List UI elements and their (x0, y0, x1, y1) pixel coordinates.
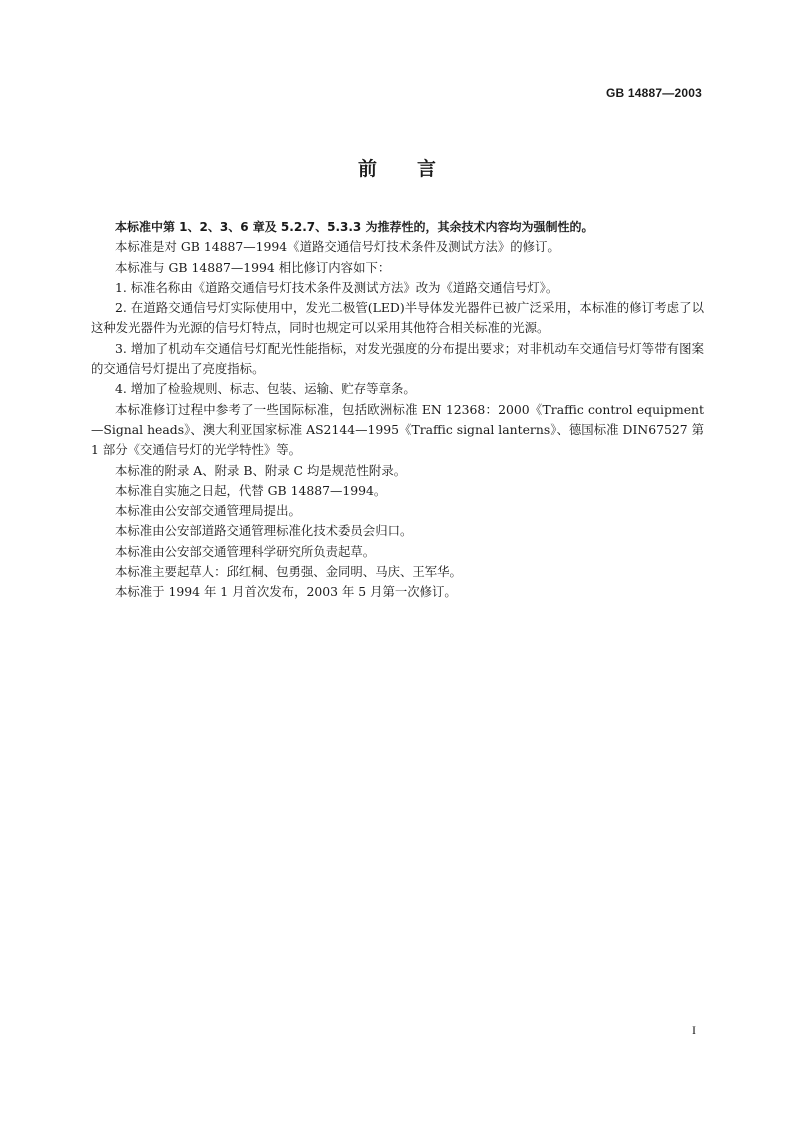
change-item-3: 3. 增加了机动车交通信号灯配光性能指标，对发光强度的分布提出要求；对非机动车交通信号灯等带有图案的交通信号灯提出了亮度指标。 (91, 340, 704, 377)
paragraph-replaces: 本标准自实施之日起，代替 GB 14887—1994。 (115, 482, 387, 498)
paragraph-drafters: 本标准主要起草人：邱红桐、包勇强、金同明、马庆、王军华。 (115, 564, 462, 580)
paragraph-revision: 本标准是对 GB 14887—1994《道路交通信号灯技术条件及测试方法》的修订。 (115, 239, 560, 255)
paragraph-scope: 本标准中第 1、2、3、6 章及 5.2.7、5.3.3 为推荐性的，其余技术内容均为强制性的。 (115, 220, 594, 234)
standard-number: GB 14887—2003 (606, 86, 702, 100)
page-title: 前言 (357, 158, 476, 180)
paragraph-proposed-by: 本标准由公安部交通管理局提出。 (115, 503, 301, 519)
paragraph-drafted-by: 本标准由公安部交通管理科学研究所负责起草。 (115, 543, 376, 559)
page-number: I (692, 1023, 696, 1037)
change-item-4: 4. 增加了检验规则、标志、包装、运输、贮存等章条。 (115, 381, 416, 397)
paragraph-annexes: 本标准的附录 A、附录 B、附录 C 均是规范性附录。 (115, 462, 407, 478)
paragraph-references: 本标准修订过程中参考了一些国际标准，包括欧洲标准 EN 12368：2000《Traffic control equipment—Signal heads》、澳大利亚国家标准 AS2144—1995《Traffic signal lanterns》、德国标准 DIN67527 第 1 部分《交通信号灯的光学特性》等。 (91, 401, 704, 458)
paragraph-changes-intro: 本标准与 GB 14887—1994 相比修订内容如下： (115, 259, 391, 275)
paragraph-centralized-by: 本标准由公安部道路交通管理标准化技术委员会归口。 (115, 523, 413, 539)
change-item-1: 1. 标准名称由《道路交通信号灯技术条件及测试方法》改为《道路交通信号灯》。 (115, 279, 559, 295)
change-item-2: 2. 在道路交通信号灯实际使用中，发光二极管(LED)半导体发光器件已被广泛采用，本标准的修订考虑了以这种发光器件为光源的信号灯特点，同时也规定可以采用其他符合相关标准的光源。 (91, 300, 704, 336)
foreword-body (91, 217, 704, 603)
paragraph-history: 本标准于 1994 年 1 月首次发布，2003 年 5 月第一次修订。 (115, 584, 457, 600)
